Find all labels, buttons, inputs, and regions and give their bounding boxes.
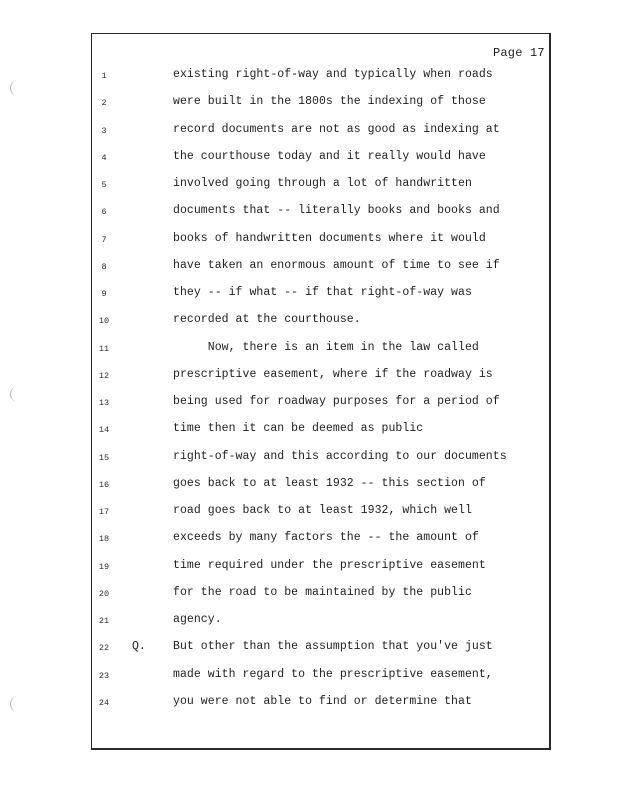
line-number: 13 [98,398,110,408]
line-text: books of handwritten documents where it would [173,231,486,245]
line-text: recorded at the courthouse. [173,313,361,327]
line-text: right-of-way and this according to our documents [173,449,507,463]
transcript-line [0,450,618,470]
line-number: 2 [101,98,107,109]
line-number: 14 [98,425,110,436]
line-number: 15 [98,452,110,463]
line-text: But other than the assumption that you've just [173,640,493,654]
transcript-line [0,695,618,715]
line-text: time then it can be deemed as public [173,422,424,436]
transcript-line [0,613,618,633]
line-text: exceeds by many factors the -- the amount of [173,531,479,545]
line-number: 7 [101,234,107,245]
line-number: 23 [98,670,110,681]
transcript-line [0,395,618,415]
line-number: 21 [98,616,110,626]
line-text: time required under the prescriptive easement [173,558,486,572]
line-text: existing right-of-way and typically when roads [173,68,493,81]
transcript-line [0,586,618,606]
line-text: involved going through a lot of handwritten [173,177,472,190]
transcript-line [0,150,618,170]
transcript-line [0,422,618,442]
page-number: Page 17 [493,46,545,60]
line-number: 12 [98,370,110,381]
line-text: for the road to be maintained by the public [173,585,472,599]
speaker-marker: Q. [132,640,146,654]
line-number: 18 [98,534,110,545]
transcript-line [0,259,618,279]
line-number: 17 [98,507,110,517]
transcript-line [0,95,618,115]
line-number: 5 [101,180,107,190]
line-number: 11 [98,343,110,354]
transcript-line [0,668,618,688]
line-text: documents that -- literally books and books and [173,204,500,218]
transcript-line [0,204,618,224]
line-text: you were not able to find or determine that [173,694,472,708]
transcript-line [0,232,618,252]
transcript-line [0,286,618,306]
line-text: were built in the 1800s the indexing of those [173,95,486,109]
line-number: 9 [101,289,107,299]
line-text: Now, there is an item in the law called [173,340,479,354]
line-text: prescriptive easement, where if the roadway is [173,367,493,381]
transcript-line [0,477,618,497]
transcript-line [0,177,618,197]
line-number: 22 [98,643,110,654]
line-number: 8 [101,261,107,272]
transcript-line [0,123,618,143]
transcript-line [0,504,618,524]
line-number: 6 [101,207,107,218]
transcript-line [0,531,618,551]
line-text: road goes back to at least 1932, which well [173,504,472,517]
line-number: 4 [101,152,107,163]
line-number: 16 [98,479,110,490]
transcript-line [0,313,618,333]
line-text: they -- if what -- if that right-of-way was [173,286,472,299]
line-text: record documents are not as good as indexing at [173,122,500,136]
transcript-line [0,640,618,660]
line-number: 19 [98,561,110,572]
transcript-line [0,368,618,388]
line-text: goes back to at least 1932 -- this section of [173,476,486,490]
line-number: 1 [101,71,107,81]
transcript-line [0,68,618,88]
line-text: agency. [173,613,222,626]
line-number: 24 [98,697,110,708]
transcript-line [0,341,618,361]
line-number: 20 [98,588,110,599]
line-number: 10 [98,316,110,327]
line-number: 3 [101,125,107,136]
line-text: the courthouse today and it really would have [173,149,486,163]
transcript-line [0,559,618,579]
line-text: have taken an enormous amount of time to see if [173,258,500,272]
line-text: made with regard to the prescriptive easement, [173,667,493,681]
line-text: being used for roadway purposes for a period of [173,395,500,408]
